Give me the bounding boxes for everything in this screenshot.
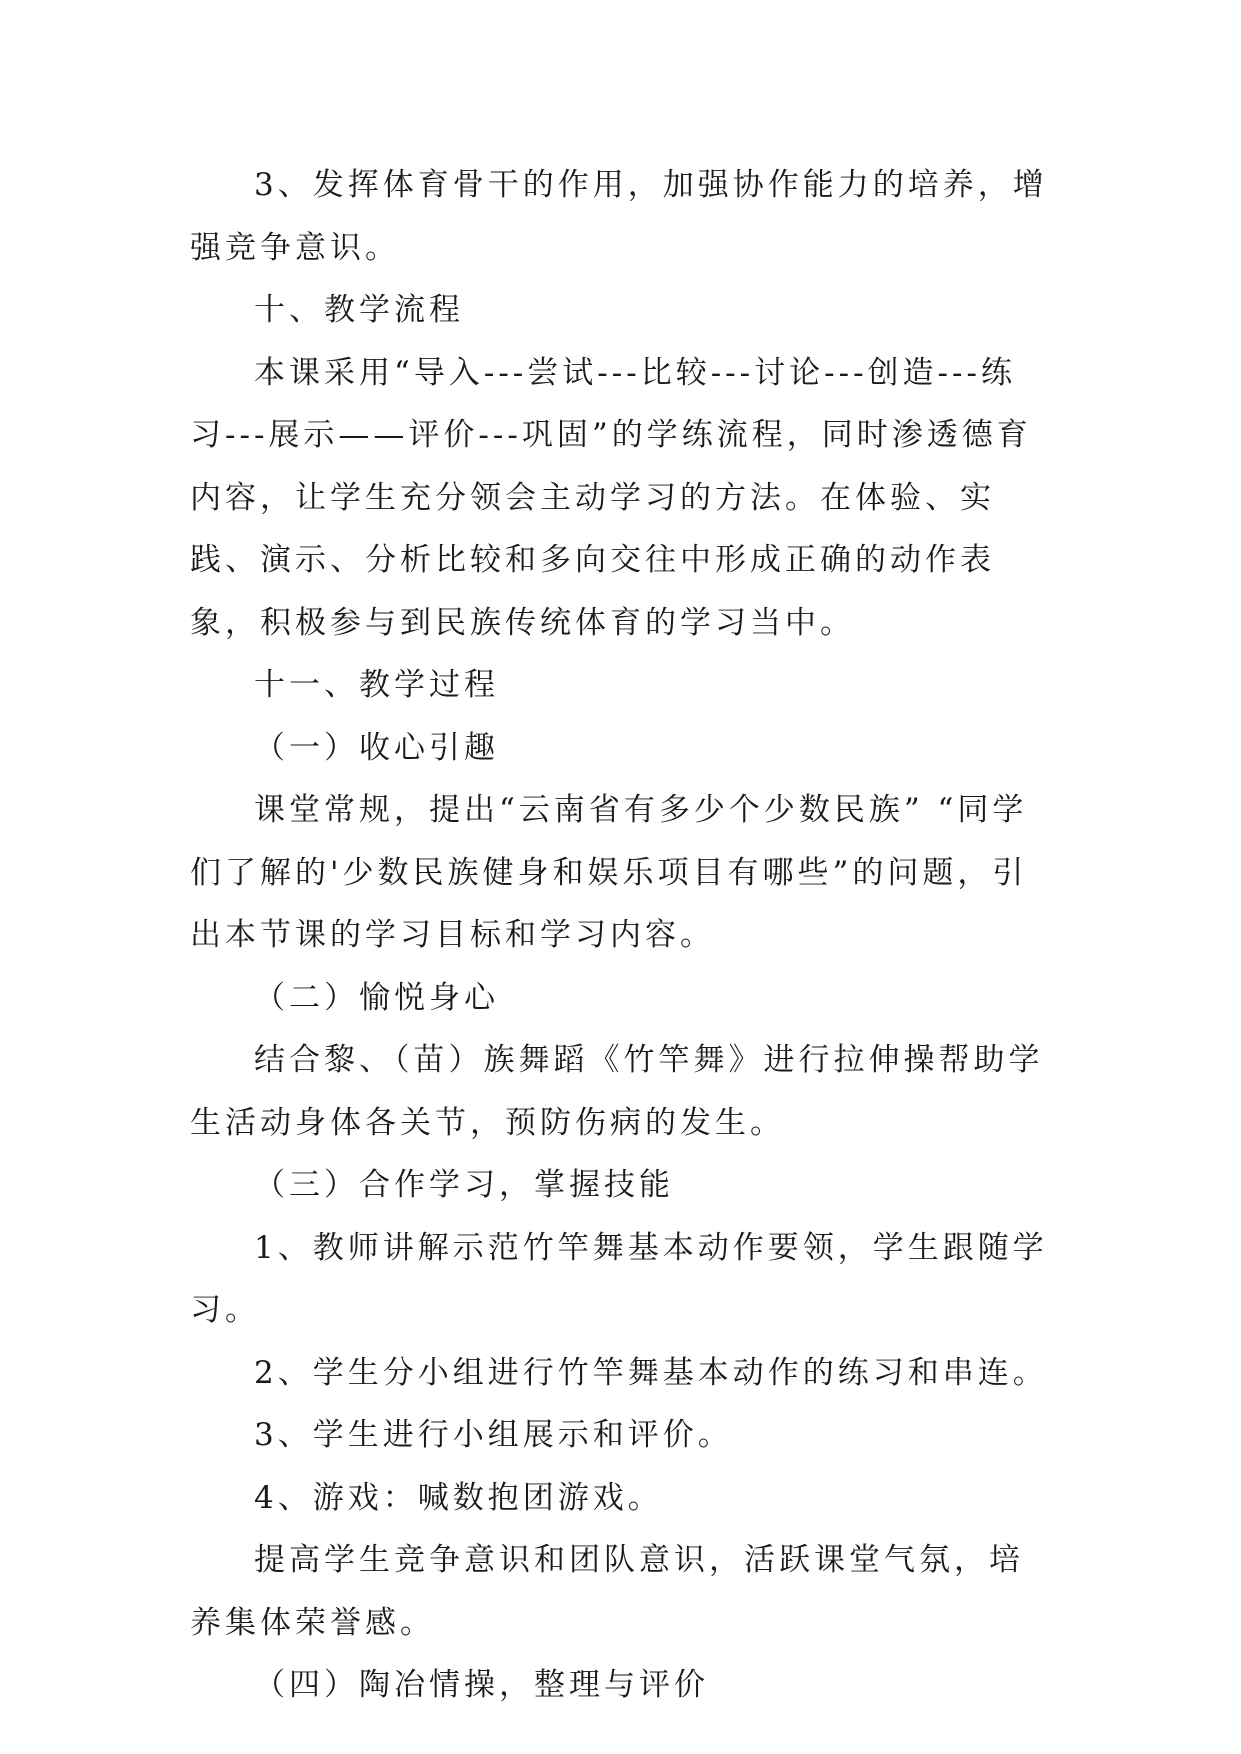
paragraph-part-2: 结合黎、（苗）族舞蹈《竹竿舞》进行拉伸操帮助学生活动身体各关节，预防伤病的发生。	[190, 1042, 1044, 1141]
subheading-part-1: （一）收心引趣	[254, 729, 499, 766]
paragraph-point-3: 3、发挥体育骨干的作用，加强协作能力的培养，增强竞争意识。	[190, 167, 1048, 266]
subheading-part-2: （二）愉悦身心	[254, 979, 499, 1016]
paragraph-teaching-flow: 本课采用“导入---尝试---比较---讨论---创造---练习---展示——评价---巩固”的学练流程，同时渗透德育内容，让学生充分领会主动学习的方法。在体验、实践、演示、分析比较和多向交往中形成正确的动作表象，积极参与到民族传统体育的学习当中。	[190, 354, 1032, 641]
document-body	[190, 154, 1050, 1717]
subheading-part-3: （三）合作学习，掌握技能	[254, 1167, 674, 1203]
subheading-part-4: （四）陶冶情操，整理与评价	[254, 1667, 709, 1703]
list-item-3: 3、学生进行小组展示和评价。	[254, 1417, 733, 1453]
paragraph-game-purpose: 提高学生竞争意识和团队意识，活跃课堂气氛，培养集体荣誉感。	[190, 1542, 1024, 1641]
list-item-4: 4、游戏：喊数抱团游戏。	[254, 1479, 663, 1516]
paragraph-part-1: 课堂常规，提出“云南省有多少个少数民族” “同学们了解的'少数民族健身和娱乐项目有哪些”的问题，引出本节课的学习目标和学习内容。	[190, 792, 1028, 953]
list-item-1: 1、教师讲解示范竹竿舞基本动作要领，学生跟随学习。	[190, 1229, 1048, 1328]
section-heading-teaching-flow: 十、教学流程	[254, 292, 464, 328]
section-heading-teaching-process: 十一、教学过程	[254, 667, 499, 703]
list-item-2: 2、学生分小组进行竹竿舞基本动作的练习和串连。	[254, 1354, 1048, 1391]
